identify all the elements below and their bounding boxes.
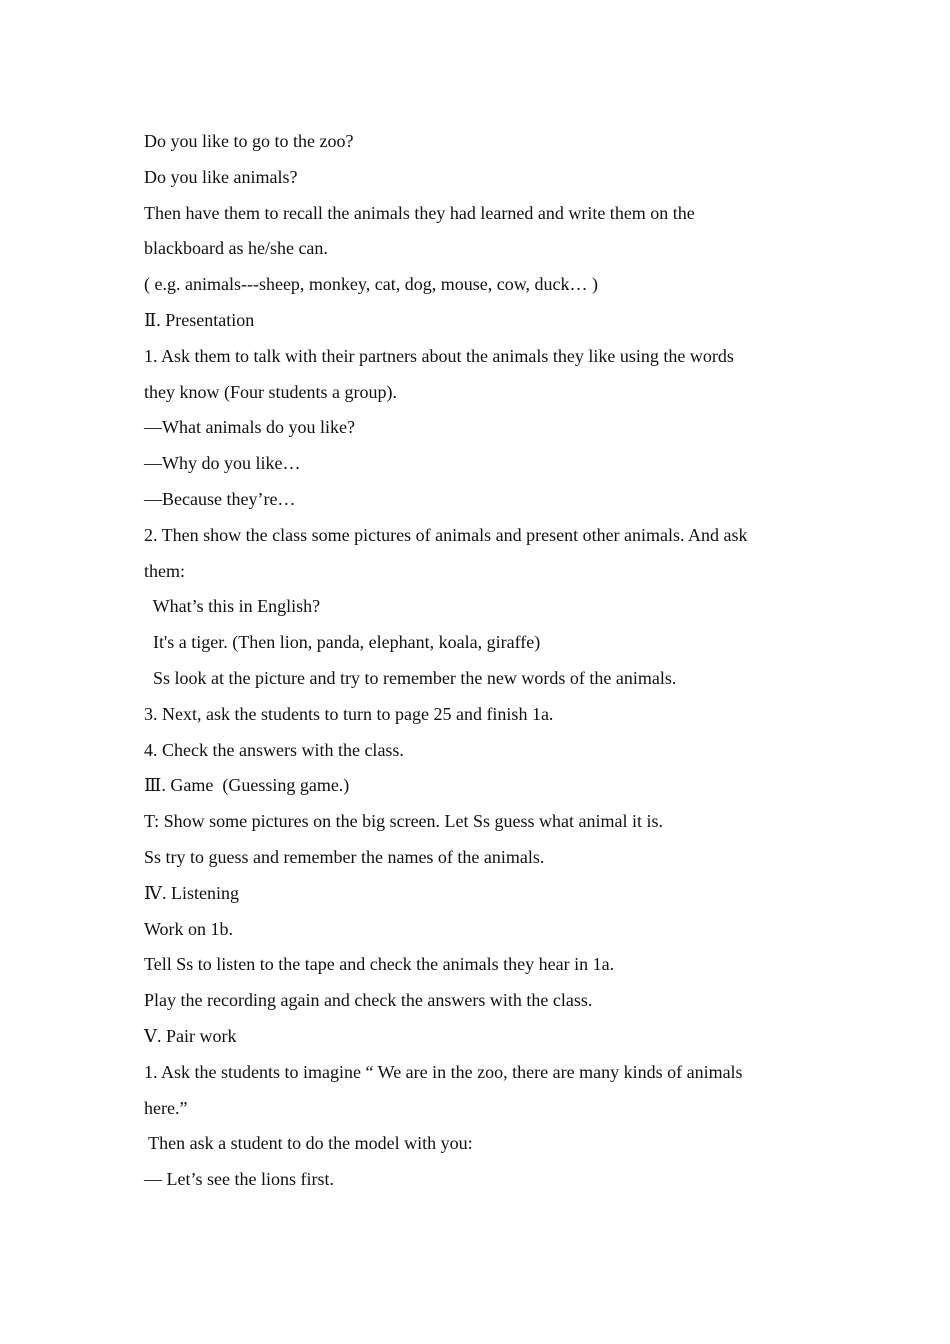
text-line: ( e.g. animals---sheep, monkey, cat, dog, mouse, cow, duck… ) [144,274,599,295]
dialogue-line: What’s this in English? [144,596,321,617]
text-line: T: Show some pictures on the big screen. Let Ss guess what animal it is. [144,811,664,832]
dialogue-line: —What animals do you like? [144,417,355,438]
text-line: 1. Ask them to talk with their partners about the animals they like using the words [144,345,734,366]
text-line: 1. Ask the students to imagine “ We are in the zoo, there are many kinds of animals [144,1061,743,1082]
dialogue-line: —Why do you like… [144,453,301,474]
dialogue-line: — Let’s see the lions first. [144,1169,334,1190]
text-line: them: [144,560,185,581]
text-line: Work on 1b. [144,918,234,939]
dialogue-line: It's a tiger. (Then lion, panda, elephant, koala, giraffe) [144,632,541,653]
text-line: 4. Check the answers with the class. [144,739,404,760]
text-line: Then ask a student to do the model with you: [144,1133,473,1154]
text-line: they know (Four students a group). [144,381,397,402]
text-line: Ss try to guess and remember the names of the animals. [144,846,545,867]
text-line: Tell Ss to listen to the tape and check the animals they hear in 1a. [144,954,615,975]
section-heading: Ⅴ. Pair work [144,1025,237,1046]
section-heading: Ⅳ. Listening [144,882,239,903]
text-line: here.” [144,1097,188,1118]
text-line: blackboard as he/she can. [144,238,328,259]
text-line: Ss look at the picture and try to remember the new words of the animals. [144,667,677,688]
text-line: Do you like animals? [144,166,298,187]
text-line: Do you like to go to the zoo? [144,131,354,151]
text-line: 3. Next, ask the students to turn to page 25 and finish 1a. [144,703,554,724]
section-heading: Ⅱ. Presentation [144,309,255,330]
text-line: 2. Then show the class some pictures of animals and present other animals. And ask [144,524,748,545]
section-heading: Ⅲ. Game (Guessing game.) [144,775,350,796]
document-body [144,124,804,1198]
text-line: Play the recording again and check the answers with the class. [144,990,593,1011]
dialogue-line: —Because they’re… [144,488,296,509]
text-line: Then have them to recall the animals they had learned and write them on the [144,202,695,223]
